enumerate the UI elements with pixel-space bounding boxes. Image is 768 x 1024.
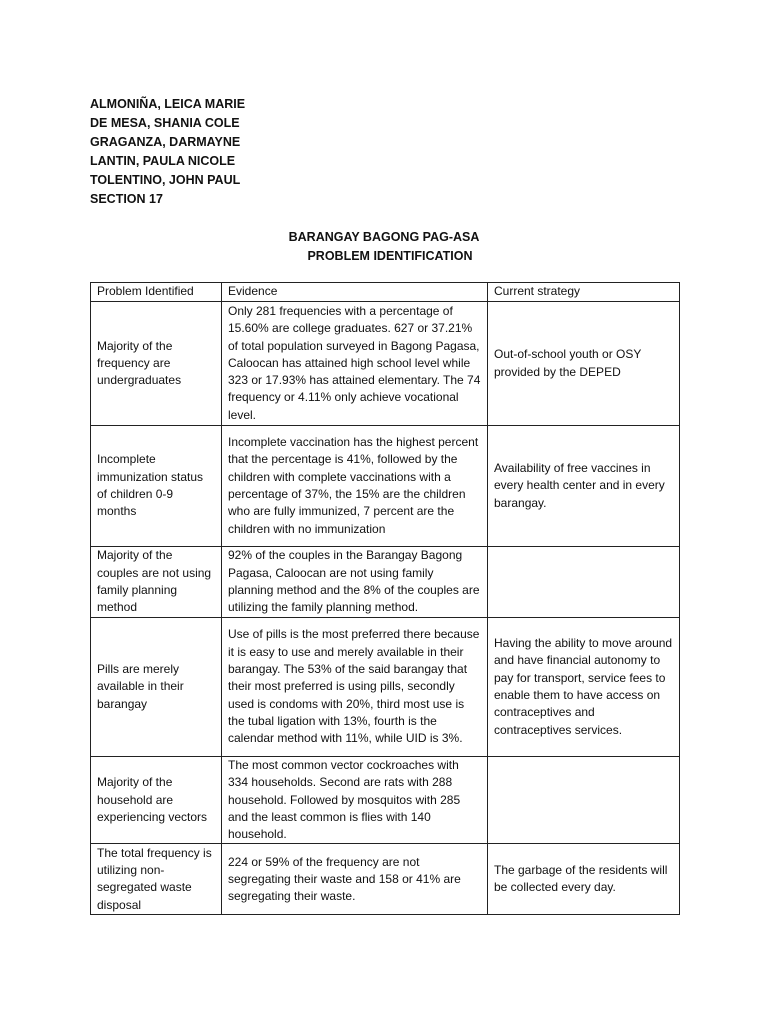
strategy-cell: The garbage of the residents will be collected every day. [488, 844, 680, 915]
problem-identification-table [90, 282, 680, 915]
problem-cell: Incomplete immunization status of children 0-9 months [91, 426, 222, 547]
evidence-cell: Only 281 frequencies with a percentage of 15.60% are college graduates. 627 or 37.21% of total population surveyed in Bagong Pagasa, Caloocan has attained high school level while 323 or 17.93% has attained elementary. The 74 frequency or 4.11% only achieve vocational level. [222, 302, 488, 426]
evidence-cell: Use of pills is the most preferred there because it is easy to use and merely available in their barangay. The 53% of the said barangay that their most preferred is using pills, secondly used is condoms with 20%, third most use is the tubal ligation with 13%, fourth is the calendar method with 11%, while UID is 3%. [222, 618, 488, 757]
table-row [91, 302, 680, 426]
author-list [90, 95, 245, 209]
strategy-cell: Out-of-school youth or OSY provided by the DEPED [488, 302, 680, 426]
table-row [91, 844, 680, 915]
author-name: TOLENTINO, JOHN PAUL [90, 173, 241, 187]
strategy-cell [488, 547, 680, 618]
author-name: DE MESA, SHANIA COLE [90, 116, 240, 130]
table-row [91, 426, 680, 547]
header-problem-identified: Problem Identified [91, 283, 222, 302]
evidence-cell: The most common vector cockroaches with 334 households. Second are rats with 288 household. Followed by mosquitos with 285 and the least common is flies with 140 household. [222, 757, 488, 844]
problem-cell: Pills are merely available in their barangay [91, 618, 222, 757]
problem-cell: The total frequency is utilizing non-segregated waste disposal [91, 844, 222, 915]
table-row [91, 757, 680, 844]
title-barangay: BARANGAY BAGONG PAG-ASA [288, 230, 480, 244]
problem-cell: Majority of the frequency are undergraduates [91, 302, 222, 426]
header-evidence: Evidence [222, 283, 488, 302]
strategy-cell: Having the ability to move around and have financial autonomy to pay for transport, service fees to enable them to have access on contraceptives and contraceptives services. [488, 618, 680, 757]
evidence-cell: 224 or 59% of the frequency are not segregating their waste and 158 or 41% are segregating their waste. [222, 844, 488, 915]
problem-cell: Majority of the household are experiencing vectors [91, 757, 222, 844]
evidence-cell: 92% of the couples in the Barangay Bagong Pagasa, Caloocan are not using family planning method and the 8% of the couples are utilizing the family planning method. [222, 547, 488, 618]
table-row [91, 618, 680, 757]
author-name: ALMONIÑA, LEICA MARIE [90, 97, 246, 111]
title-problem-identification: PROBLEM IDENTIFICATION [307, 249, 473, 263]
section-label: SECTION 17 [90, 192, 163, 206]
strategy-cell [488, 757, 680, 844]
document-title [0, 228, 768, 266]
table-row [91, 547, 680, 618]
strategy-cell: Availability of free vaccines in every health center and in every barangay. [488, 426, 680, 547]
problem-cell: Majority of the couples are not using family planning method [91, 547, 222, 618]
author-name: LANTIN, PAULA NICOLE [90, 154, 236, 168]
evidence-cell: Incomplete vaccination has the highest percent that the percentage is 41%, followed by the children with complete vaccinations with a percentage of 37%, the 15% are the children who are fully immunized, 7 percent are the children with no immunization [222, 426, 488, 547]
header-current-strategy: Current strategy [488, 283, 680, 302]
author-name: GRAGANZA, DARMAYNE [90, 135, 241, 149]
table-header-row [91, 283, 680, 302]
